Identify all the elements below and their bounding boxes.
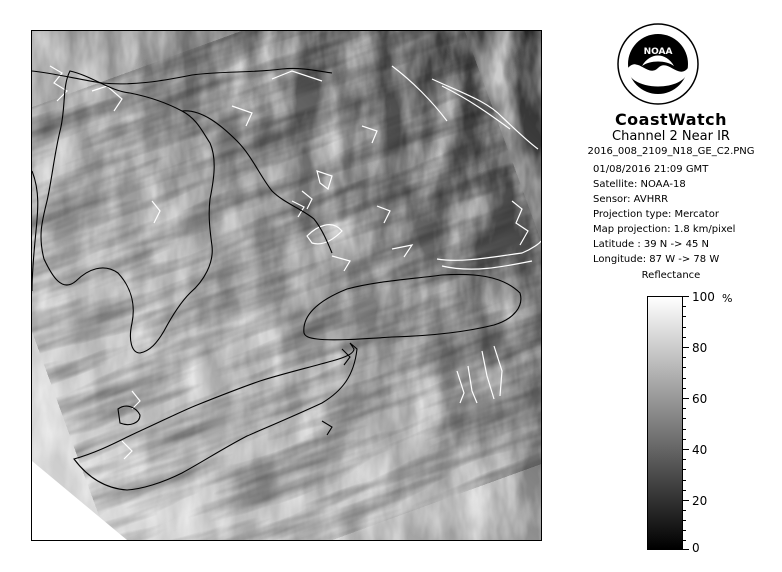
colorbar-tick-minor	[683, 540, 686, 541]
latitude-text: Latitude : 39 N -> 45 N	[593, 239, 709, 250]
colorbar-tick-minor	[683, 480, 686, 481]
colorbar-tick-minor	[683, 327, 686, 328]
colorbar-tick-minor	[683, 306, 686, 307]
colorbar-tick-major	[683, 500, 689, 501]
colorbar-tick-major	[683, 549, 689, 550]
colorbar-tick-minor	[683, 408, 686, 409]
colorbar-tick-label: 80	[692, 341, 708, 355]
colorbar-tick-minor	[683, 459, 686, 460]
colorbar-tick-major	[683, 296, 689, 297]
colorbar-tick-minor	[683, 337, 686, 338]
colorbar-unit: %	[722, 292, 733, 305]
colorbar-tick-major	[683, 449, 689, 450]
colorbar-tick-label: 0	[692, 541, 700, 555]
colorbar-tick-minor	[683, 490, 686, 491]
sensor-text: Sensor: AVHRR	[593, 194, 669, 205]
colorbar-tick-minor	[683, 469, 686, 470]
colorbar-tick-major	[683, 398, 689, 399]
colorbar-label: Reflectance	[641, 270, 701, 281]
colorbar-tick-minor	[683, 378, 686, 379]
satellite-image	[31, 30, 542, 541]
noaa-logo	[616, 22, 700, 106]
longitude-text: Longitude: 87 W -> 78 W	[593, 254, 720, 265]
colorbar-tick-label: 60	[692, 392, 708, 406]
colorbar-tick-minor	[683, 418, 686, 419]
filename-label: 2016_008_2109_N18_GE_C2.PNG	[587, 146, 755, 157]
colorbar-tick-minor	[683, 429, 686, 430]
satellite-map	[32, 31, 541, 540]
colorbar-tick-minor	[683, 367, 686, 368]
projection-type-text: Projection type: Mercator	[593, 209, 719, 220]
colorbar-tick-label: 100	[692, 290, 715, 304]
metadata-list	[593, 162, 735, 267]
colorbar-tick-minor	[683, 439, 686, 440]
channel-label: Channel 2 Near IR	[612, 129, 730, 144]
colorbar-tick-minor	[683, 357, 686, 358]
datetime-text: 01/08/2016 21:09 GMT	[593, 164, 709, 175]
colorbar-tick-minor	[683, 388, 686, 389]
colorbar-tick-minor	[683, 530, 686, 531]
map-projection-text: Map projection: 1.8 km/pixel	[593, 224, 736, 235]
app-title: CoastWatch	[614, 110, 728, 129]
streak-texture	[32, 31, 541, 540]
colorbar-tick-minor	[683, 520, 686, 521]
satellite-text: Satellite: NOAA-18	[593, 179, 686, 190]
logo-center-text: NOAA	[643, 47, 673, 57]
colorbar	[647, 296, 683, 550]
colorbar-tick-minor	[683, 510, 686, 511]
colorbar-tick-label: 40	[692, 443, 708, 457]
colorbar-tick-minor	[683, 316, 686, 317]
colorbar-tick-major	[683, 347, 689, 348]
colorbar-tick-label: 20	[692, 494, 708, 508]
